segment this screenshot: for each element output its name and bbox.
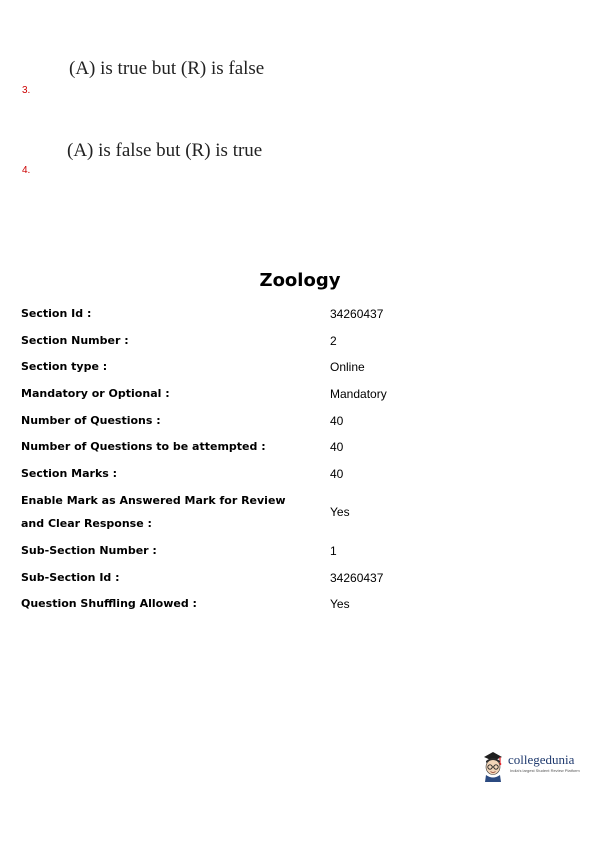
option-text: (A) is false but (R) is true: [67, 140, 263, 161]
info-label: Sub-Section Id :: [21, 570, 120, 584]
info-row-section-marks: [0, 460, 595, 487]
info-label: Section type :: [21, 360, 108, 374]
info-value: Online: [330, 360, 365, 375]
logo-tagline: India's largest Student Review Platform: [510, 768, 580, 773]
section-title: Zoology: [259, 270, 341, 291]
info-value: 34260437: [330, 307, 384, 321]
info-row-number-of-questions: [0, 407, 595, 434]
info-value: 2: [330, 333, 337, 348]
info-label: Section Marks :: [21, 467, 118, 481]
option-number: 3.: [22, 85, 31, 96]
logo-wordmark: collegedunia: [508, 752, 575, 767]
info-label: Number of Questions to be attempted :: [21, 440, 266, 454]
info-row-mandatory: [0, 380, 595, 407]
info-label: Mandatory or Optional :: [21, 387, 170, 401]
info-label: Enable Mark as Answered Mark for Review and Clear Response :: [21, 493, 286, 530]
info-label: Section Number :: [21, 333, 129, 347]
info-label: Number of Questions :: [21, 413, 161, 427]
info-row-questions-attempted: [0, 433, 595, 460]
info-row-sub-section-id: [0, 564, 595, 591]
info-label: Section Id :: [21, 307, 92, 320]
info-row-question-shuffling: [0, 590, 595, 617]
student-mascot-icon: [480, 748, 506, 782]
info-row-sub-section-number: [0, 537, 595, 564]
info-value: Yes: [330, 597, 350, 612]
info-row-section-type: [0, 353, 595, 380]
option-text: (A) is true but (R) is false: [69, 58, 265, 79]
info-value: 1: [330, 543, 337, 558]
info-row-mark-for-review: [0, 487, 595, 537]
info-value: Mandatory: [330, 387, 387, 402]
section-info-table: [0, 300, 595, 617]
info-value: 40: [330, 440, 344, 455]
info-value: Yes: [330, 504, 350, 519]
collegedunia-logo: [480, 748, 590, 784]
info-row-section-number: [0, 327, 595, 354]
info-label: Sub-Section Number :: [21, 543, 157, 557]
option-number: 4.: [22, 165, 31, 176]
info-label: Question Shuffling Allowed :: [21, 597, 197, 611]
info-value: 34260437: [330, 570, 384, 585]
info-value: 40: [330, 413, 344, 428]
info-row-section-id: [0, 300, 595, 327]
info-value: 40: [330, 467, 344, 482]
